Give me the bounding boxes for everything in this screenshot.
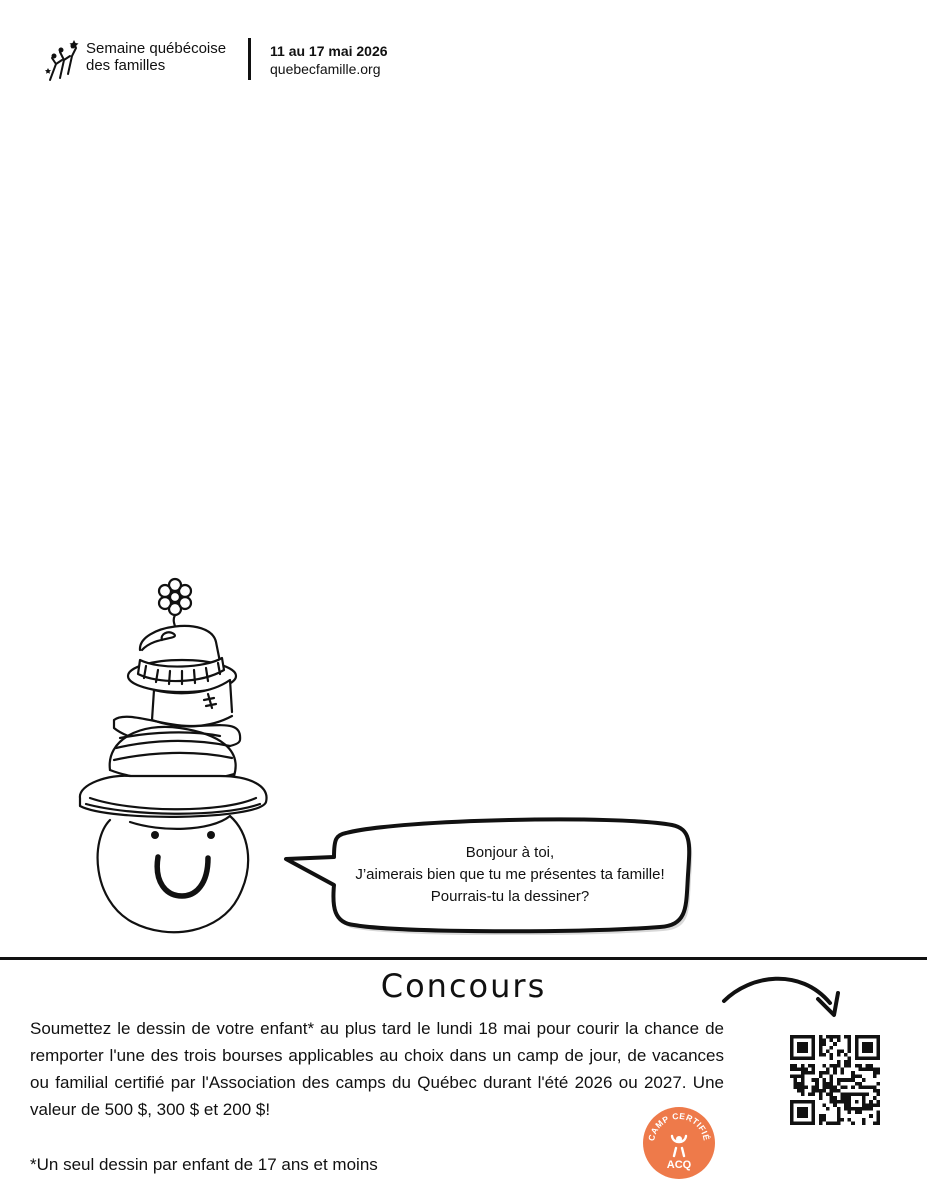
org-name-line1: Semaine québécoise [86,40,227,57]
qr-code[interactable] [790,1035,880,1125]
smiley-character-illustration [70,570,270,945]
curved-arrow-icon [720,965,850,1025]
badge-top-text: CAMP CERTIFIÉ [646,1110,712,1142]
org-name [86,40,226,74]
header-divider [248,38,251,80]
contest-title: Concours [380,967,547,1005]
camp-certified-badge [642,1106,716,1180]
badge-bottom-text: ACQ [666,1159,692,1171]
family-logo-icon [44,38,84,84]
contest-description: Soumettez le dessin de votre enfant* au plus tard le lundi 18 mai pour courir la chance de remporter l'une des trois bourses applicables au choix dans un camp de jour, de vacances ou familial certifié par l'Association des camps du Québec durant l'été 2026 ou 2027. Une valeur de 500 $, 300 $ et 200 $! [30,1019,724,1119]
speech-bubble-text [332,842,688,908]
bubble-line-2: J’aimerais bien que tu me présentes ta famille! [355,866,665,883]
org-name-line2: des familles [86,57,166,74]
section-divider [0,957,927,960]
bubble-line-1: Bonjour à toi, [465,844,555,861]
bubble-line-3: Pourrais-tu la dessiner? [430,888,590,905]
website-link[interactable]: quebecfamille.org [270,61,381,77]
event-dates: 11 au 17 mai 2026 [270,43,388,59]
contest-footnote: *Un seul dessin par enfant de 17 ans et moins [30,1155,378,1174]
